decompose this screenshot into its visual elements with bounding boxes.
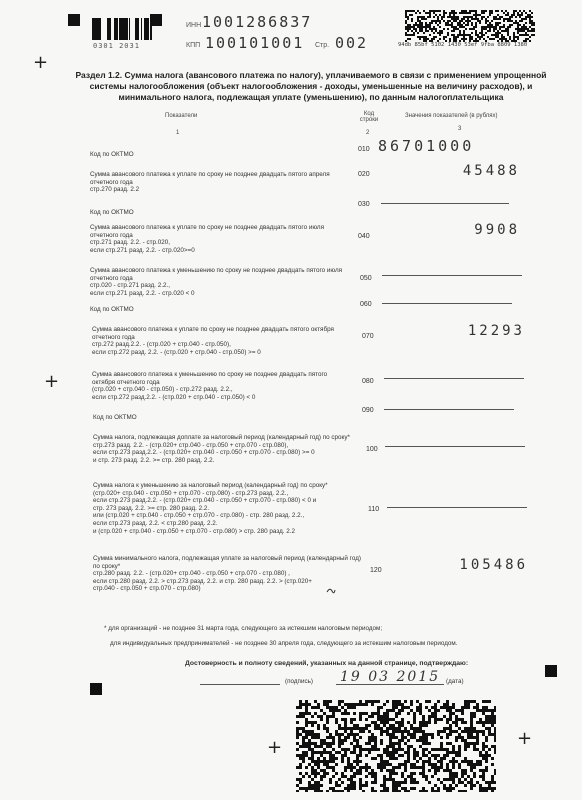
row-code: 100 [366,446,378,453]
inn-value: 1001286837 [202,13,313,31]
footnote-line-2: для индивидуальных предпринимателей - не позднее 30 апреля года, следующего за истекшим налоговым периодом. [110,640,458,647]
row-value: 9908 [474,222,520,238]
row-description: Сумма налога, подлежащая доплате за налоговый период (календарный год) по сроку* стр.273 разд. 2.2. - (стр.020+ стр.040 - стр.050 + стр.070 - стр.080), если стр.273 разд.2.2. - (стр.020+ стр.040 - стр.050 + стр.070 - стр.080) >= 0 и стр. 273 разд. 2.2. >= стр. 280 разд. 2.2. [93,434,350,464]
column-header-indicators: Показатели [165,113,198,119]
crosshair-mark: + [517,728,533,749]
row-value: 45488 [462,163,520,179]
row-code: 010 [358,146,370,153]
row-value-line [384,378,524,379]
bottom-2d-barcode [296,700,496,792]
row-description: Сумма авансового платежа к уплате по сроку не позднее двадцать пятого апреля отчетного года стр.270 разд. 2.2 [90,171,330,194]
row-value-line [382,275,522,276]
row-description: Сумма минимального налога, подлежащая уплате за налоговый период (календарный год) по сроку* стр.280 разд. 2.2. - (стр.020+ стр.040 - стр.050 + стр.070 - стр.080) , если стр.280 разд. 2.2. > стр.273 разд. 2.2. и стр. 280 разд. 2.2. > (стр.020+ стр.040 - стр.050 + стр.070 - стр.080) [93,555,361,593]
date-label: (дата) [446,678,464,685]
confirmation-text: Достоверность и полноту сведений, указанных на данной странице, подтверждаю: [185,660,469,667]
row-description: Код по ОКТМО [90,151,134,158]
row-description: Сумма налога к уменьшению за налоговый период (календарный год) по сроку* (стр.020+ стр.040 - стр.050 + стр.070 - стр.080) - стр.273 разд. 2.2., если стр.273 разд.2.2. - (стр.020+ стр.040 - стр.050 + стр.070 - стр.080) < 0 и стр. 273 разд. 2.2. >= стр. 280 разд. 2.2. или (стр.020 + стр.040 - стр.050 + стр.070 - стр.080) - стр. 280 разд. 2.2., если стр.273 разд. 2.2. < стр.280 разд. 2.2. и (стр.020 + стр.040 - стр.050 + стр.070 - стр.080) > стр. 280 разд. 2.2 [93,482,328,535]
row-value-line [381,203,509,204]
row-description: Сумма авансового платежа к уплате по сроку не позднее двадцать пятого октября отчетного года стр.272 разд.2.2. - (стр.020 + стр.040 - стр.050), если стр.272 разд. 2.2. - (стр.020 + стр.040 - стр.050) >= 0 [92,326,334,356]
row-description: Сумма авансового платежа к уплате по сроку не позднее двадцать пятого июля отчетного года стр.271 разд. 2.2. - стр.020, если стр.271 разд. 2.2. - стр.020>=0 [90,224,325,254]
row-value-line [385,446,525,447]
row-code: 090 [362,407,374,414]
row-description: Сумма авансового платежа к уменьшению по сроку не позднее двадцать пятого октября отчетного года (стр.020 + стр.040 - стр.050) - стр.272 разд. 2.2., если стр.272 разд.2.2. - (стр.020 + стр.040 - стр.050) < 0 [92,371,328,401]
row-code: 120 [370,567,382,574]
row-code: 080 [362,378,374,385]
registration-mark [545,665,557,677]
inn-label: ИНН [186,22,202,29]
page-number: 002 [335,34,369,52]
row-description: Код по ОКТМО [93,414,137,421]
row-code: 050 [360,275,372,282]
footnote-line-1: * для организаций - не позднее 31 марта года, следующего за истекшим налоговым периодом; [104,625,383,632]
crosshair-mark: + [267,737,283,758]
kpp-value: 100101001 [205,34,305,52]
barcode-caption: 94db 85bf 5102 1430 53ef 9fba 8809 1380 [398,42,528,48]
section-title: Раздел 1.2. Сумма налога (авансового платежа по налогу), уплачиваемого в связи с применением упрощенной системы налогообложения (объект налогообложения - доходы, уменьшенные на величину расходов), и минимального налога, подлежащая уплате (уменьшению), по данным налогоплательщика [75,70,547,102]
signature-line [200,684,280,685]
form-code: 0301 2031 [93,42,140,50]
row-value-line [384,409,514,410]
registration-mark [90,683,102,695]
handwritten-date: 19 03 2015 [340,669,441,685]
registration-mark [68,14,80,26]
crosshair-mark: + [33,52,49,73]
signature-label: (подпись) [285,678,313,685]
row-value: 12293 [467,323,525,339]
column-header-values: Значения показателей (в рублях) [405,113,498,119]
row-value-line [382,303,512,304]
column-number-3: 3 [458,126,462,132]
row-description: Сумма авансового платежа к уменьшению по сроку не позднее двадцать пятого июля отчетного года стр.020 - стр.271 разд. 2.2., если стр.271 разд. 2.2. - стр.020 < 0 [90,267,343,297]
row-value: 86701000 [378,137,475,155]
row-code: 110 [368,506,380,513]
row-code: 030 [358,201,370,208]
column-number-2: 2 [366,130,370,136]
form-barcode [90,18,155,40]
kpp-label: КПП [186,42,201,49]
row-description: Код по ОКТМО [90,306,134,313]
row-code: 020 [358,171,370,178]
row-description: Код по ОКТМО [90,209,134,216]
row-code: 070 [362,333,374,340]
row-value: 105486 [459,557,528,573]
scribble-mark [326,586,336,596]
column-number-1: 1 [176,130,180,136]
page-2d-barcode [405,10,535,42]
row-value-line [387,507,527,508]
page-label: Стр. [315,42,330,49]
crosshair-mark: + [44,371,60,392]
row-code: 040 [358,233,370,240]
row-code: 060 [360,301,372,308]
column-header-code: Код строки [359,111,379,123]
